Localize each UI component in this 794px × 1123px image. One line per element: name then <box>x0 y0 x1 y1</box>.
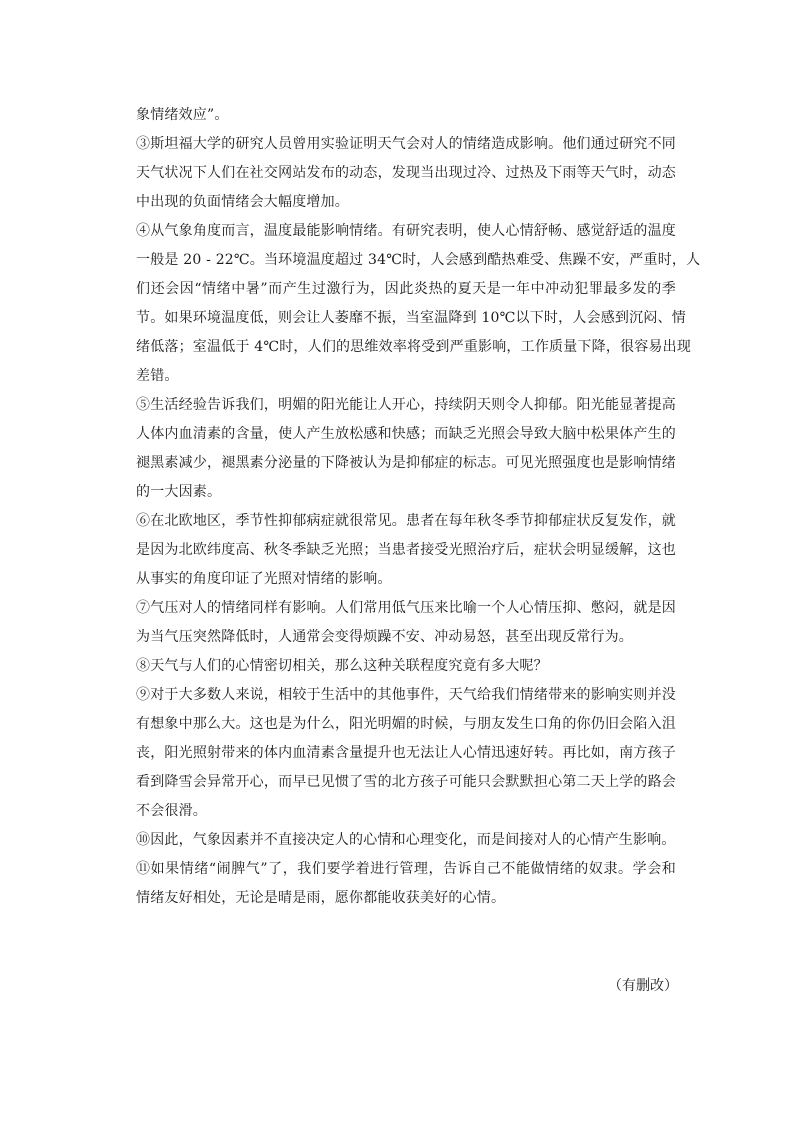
text-line: 情绪友好相处，无论是晴是雨，愿你都能收获美好的心情。 <box>136 890 506 906</box>
article-body <box>136 101 701 913</box>
text-line: ③斯坦福大学的研究人员曾用实验证明天气会对人的情绪造成影响。他们通过研究不同 <box>136 136 676 152</box>
paragraph-9 <box>136 681 676 826</box>
text-line: 不会很滑。 <box>136 803 207 819</box>
paragraph-10 <box>136 826 676 855</box>
paragraph-6 <box>136 507 676 594</box>
text-line: 是因为北欧纬度高、秋冬季缺乏光照；当患者接受光照治疗后，症状会明显缓解，这也 <box>136 542 676 558</box>
text-line: ⑨对于大多数人来说，相较于生活中的其他事件，天气给我们情绪带来的影响实则并没 <box>136 687 676 703</box>
text-line: ⑥在北欧地区，季节性抑郁病症就很常见。患者在每年秋冬季节抑郁症状反复发作，就 <box>136 513 676 529</box>
paragraph-4 <box>136 217 701 391</box>
text-line: ⑧天气与人们的心情密切相关，那么这种关联程度究竟有多大呢？ <box>136 658 548 674</box>
source-note: （有删改） <box>608 978 678 994</box>
text-line: 们还会因“情绪中暑”而产生过激行为，因此炎热的夏天是一年中冲动犯罪最多发的季 <box>136 281 676 297</box>
paragraph-2-tail <box>136 101 676 130</box>
text-line: 褪黑素减少，褪黑素分泌量的下降被认为是抑郁症的标志。可见光照强度也是影响情绪 <box>136 455 676 471</box>
text-line: 中出现的负面情绪会大幅度增加。 <box>136 194 349 210</box>
text-line: 为当气压突然降低时，人通常会变得烦躁不安、冲动易怒，甚至出现反常行为。 <box>136 629 633 645</box>
text-line: 绪低落；室温低于 4℃时，人们的思维效率将受到严重影响，工作质量下降，很容易出现 <box>136 339 692 355</box>
text-line: 丧，阳光照射带来的体内血清素含量提升也无法让人心情迅速好转。再比如，南方孩子 <box>136 745 676 761</box>
text-line: 人体内血清素的含量，使人产生放松感和快感；而缺乏光照会导致大脑中松果体产生的 <box>136 426 676 442</box>
text-line: ⑩因此，气象因素并不直接决定人的心情和心理变化，而是间接对人的心情产生影响。 <box>136 832 676 848</box>
paragraph-7 <box>136 594 676 652</box>
text-line: 一般是 20 - 22℃。当环境温度超过 34℃时，人会感到酷热难受、焦躁不安，严重时，人 <box>136 252 701 268</box>
text-line: 有想象中那么大。这也是为什么，阳光明媚的时候，与朋友发生口角的你仍旧会陷入沮 <box>136 716 676 732</box>
text-line: ⑤生活经验告诉我们，明媚的阳光能让人开心，持续阴天则令人抑郁。阳光能显著提高 <box>136 397 676 413</box>
text-line: ④从气象角度而言，温度最能影响情绪。有研究表明，使人心情舒畅、感觉舒适的温度 <box>136 223 676 239</box>
text-line: 节。如果环境温度低，则会让人萎靡不振，当室温降到 10℃以下时，人会感到沉闷、情 <box>136 310 686 326</box>
text-line: 差错。 <box>136 368 179 384</box>
text-line: 天气状况下人们在社交网站发布的动态，发现当出现过冷、过热及下雨等天气时，动态 <box>136 165 676 181</box>
text-line: ⑪如果情绪“闹脾气”了，我们要学着进行管理，告诉自己不能做情绪的奴隶。学会和 <box>136 861 676 877</box>
text-line: 看到降雪会异常开心，而早已见惯了雪的北方孩子可能只会默默担心第二天上学的路会 <box>136 774 676 790</box>
text-line: ⑦气压对人的情绪同样有影响。人们常用低气压来比喻一个人心情压抑、憋闷，就是因 <box>136 600 676 616</box>
text-line: 象情绪效应”。 <box>136 107 229 123</box>
text-line: 从事实的角度印证了光照对情绪的影响。 <box>136 571 392 587</box>
paragraph-11 <box>136 855 676 913</box>
paragraph-8 <box>136 652 676 681</box>
text-line: 的一大因素。 <box>136 484 222 500</box>
paragraph-3 <box>136 130 676 217</box>
paragraph-5 <box>136 391 676 507</box>
